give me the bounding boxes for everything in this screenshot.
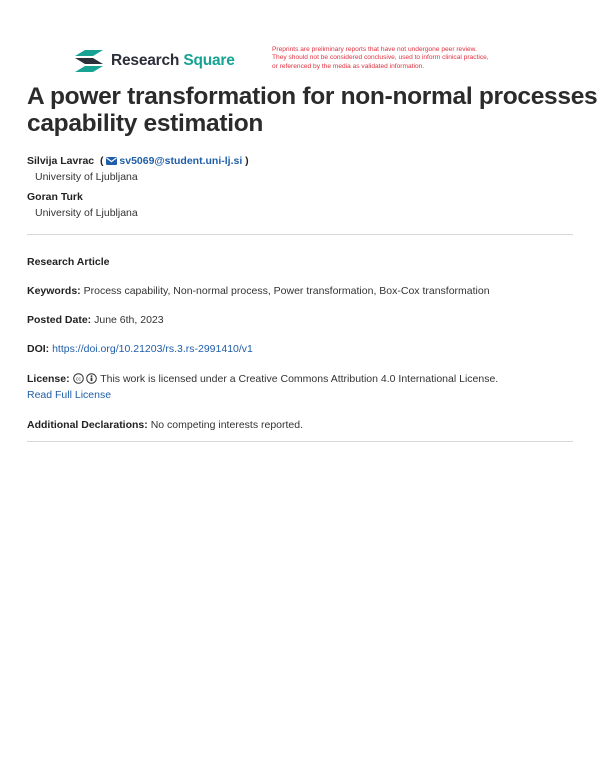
- disclaimer-line: Preprints are preliminary reports that have not undergone peer review.: [272, 46, 477, 53]
- paper-title-line: A power transformation for non-normal processes: [27, 83, 598, 110]
- article-type: Research Article: [27, 256, 110, 268]
- attribution-icon: [86, 373, 97, 384]
- license-text: This work is licensed under a Creative Commons Attribution 4.0 International License.: [100, 373, 499, 385]
- author-2: [27, 191, 83, 203]
- license-label: License:: [27, 373, 70, 385]
- posted-date-label: Posted Date:: [27, 314, 92, 326]
- research-square-logo[interactable]: [75, 50, 235, 72]
- divider: [27, 234, 573, 235]
- creative-commons-icon: [73, 373, 84, 384]
- divider: [27, 441, 573, 442]
- keywords-label: Keywords:: [27, 285, 81, 297]
- posted-date-value: June 6th, 2023: [94, 314, 164, 326]
- declarations-value: No competing interests reported.: [150, 419, 304, 431]
- posted-date: [27, 312, 573, 328]
- author-name: Goran Turk: [27, 191, 83, 203]
- logo-word-square: Square: [183, 52, 235, 69]
- additional-declarations: [27, 417, 573, 433]
- doi: [27, 341, 573, 357]
- svg-text:cc: cc: [75, 376, 81, 383]
- envelope-icon: [106, 157, 117, 165]
- read-full-license-link[interactable]: Read Full License: [27, 389, 112, 401]
- author-email-link[interactable]: sv5069@student.uni-lj.si: [119, 155, 243, 167]
- license: [27, 371, 573, 403]
- author-affiliation: University of Ljubljana: [35, 207, 138, 219]
- author-affiliation: University of Ljubljana: [35, 171, 138, 183]
- disclaimer-line: They should not be considered conclusive, used to inform clinical practice,: [272, 54, 489, 62]
- keywords: [27, 283, 573, 299]
- paper-title-line: capability estimation: [27, 110, 264, 137]
- research-square-logo-icon: [75, 50, 103, 72]
- doi-label: DOI:: [27, 343, 50, 355]
- author-1: Silvija Lavrac ( sv5069@student.uni-lj.si ): [27, 155, 249, 167]
- declarations-label: Additional Declarations:: [27, 419, 148, 431]
- preprint-disclaimer: [272, 46, 552, 71]
- doi-link[interactable]: https://doi.org/10.21203/rs.3.rs-2991410/v1: [52, 343, 253, 355]
- disclaimer-line: or referenced by the media as validated information.: [272, 62, 425, 70]
- logo-word-research: Research: [111, 52, 180, 69]
- paper-title: [27, 83, 598, 137]
- keywords-value: Process capability, Non-normal process, Power transformation, Box-Cox transformation: [83, 285, 490, 297]
- author-name: Silvija Lavrac: [27, 155, 95, 167]
